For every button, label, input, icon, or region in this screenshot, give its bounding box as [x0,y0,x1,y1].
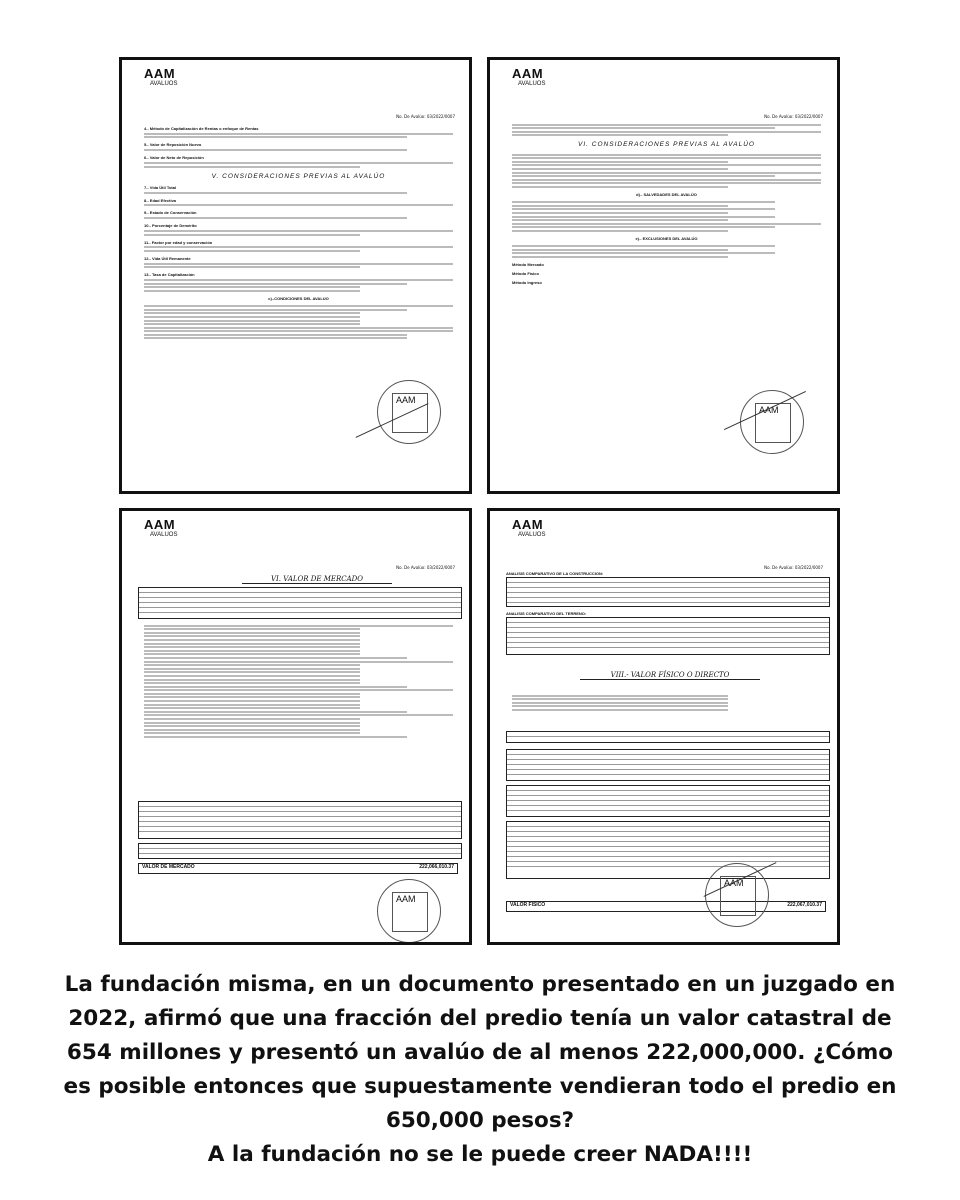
appraiser-seal: AAM [377,380,441,444]
logo-text: AAM [144,66,176,81]
document-page-1 [119,57,472,494]
logo-text: AAM [512,517,544,532]
efficiency-factors-table [506,731,830,743]
land-table-title: ANALISIS COMPARATIVO DEL TERRENO: [506,611,587,616]
physical-value-amount: 222,067,010.37 [787,902,822,908]
page-2-body [512,122,821,285]
section-title: VI. CONSIDERACIONES PREVIAS AL AVALÚO [578,141,755,149]
conditions-title: c).-CONDICIONES DEL AVALUO [268,295,329,301]
physical-value-label: VALOR FISICO [510,902,546,908]
physical-value-title: VIII.- VALOR FÍSICO O DIRECTO [580,671,760,680]
folio-number: No. De Avalúo: 03/2022/0007 [396,565,455,570]
document-page-4 [487,508,840,945]
heading-5: 5.- Valor de Reposición Nuevo [144,142,202,148]
heading-7: 7.- Vida Útil Total [144,184,177,190]
aam-logo [144,517,177,538]
appraiser-seal: AAM [377,879,441,943]
appraiser-seal: AAM [705,863,769,927]
accessory-elements-table [506,821,830,879]
unit-value-table [138,843,462,859]
heading-6: 6.- Valor de Neto de Reposición [144,155,204,161]
folio-number: No. De Avalúo: 03/2022/0007 [764,114,823,119]
document-page-2 [487,57,840,494]
appraiser-seal: AAM [740,390,804,454]
folio-number: No. De Avalúo: 03/2022/0007 [396,114,455,119]
logo-subtext: AVALUOS [518,532,546,538]
heading-4: 4.- Método de Capitalización de Rentas o enfoque de Rentas [144,126,259,131]
heading-9: 9.- Estado de Conservación [144,210,197,216]
market-value-title: VI. VALOR DE MERCADO [242,575,392,584]
homologation-table [138,801,462,839]
aam-logo [144,66,177,87]
caption-text: La fundación misma, en un documento presentado en un juzgado en 2022, afirmó que una fracción del predio tenía un valor catastral de 654 millones y presentó un avalúo de al menos 222,000,000. ¿Cómo es posible entonces que supuestamente vendieran todo el predio en 650,000 pesos? [63,972,897,1133]
folio-number: No. De Avalúo: 03/2022/0007 [764,565,823,570]
land-value-table [506,749,830,781]
logo-text: AAM [512,66,544,81]
logo-subtext: AVALUOS [150,532,178,538]
method-market: Método Mercado [512,261,544,267]
construction-comparison-table [506,577,830,607]
constructions-table [506,785,830,817]
heading-13: 13.- Tasa de Capitalización [144,272,195,278]
caption [60,968,900,1172]
heading-8: 8.- Edad Efectiva [144,197,177,203]
aam-logo [512,66,545,87]
comparables-header-table [138,587,462,619]
method-income: Método Ingreso [512,280,542,286]
land-data [512,693,821,713]
land-comparison-table [506,617,830,655]
method-physical: Método Físico [512,271,539,277]
page-1-body [144,122,453,341]
market-value-total [138,863,458,874]
section-title: V. CONSIDERACIONES PREVIAS AL AVALÚO [211,172,386,180]
exclusiones-title: e).- EXCLUSIONES DEL AVALÚO [635,235,698,241]
caption-closing: A la fundación no se le puede creer NADA!!!! [207,1142,753,1167]
salvedades-title: d).- SALVEDADES DEL AVALÚO [636,191,697,197]
aam-logo [512,517,545,538]
market-value-label: VALOR DE MERCADO [142,864,195,870]
construction-table-title: ANALISIS COMPARATIVO DE LA CONSTRUCCION: [506,571,604,576]
document-page-3 [119,508,472,945]
market-value-amount: 222,066,010.37 [419,864,454,870]
physical-value-total [506,901,826,912]
logo-subtext: AVALUOS [518,81,546,87]
logo-text: AAM [144,517,176,532]
heading-10: 10.- Porcentaje de Demérito [144,223,197,229]
comparables-list [144,623,453,740]
logo-subtext: AVALUOS [150,81,178,87]
heading-11: 11.- Factor por edad y conservación [144,239,213,245]
heading-12: 12.- Vida Útil Remanente [144,255,191,261]
